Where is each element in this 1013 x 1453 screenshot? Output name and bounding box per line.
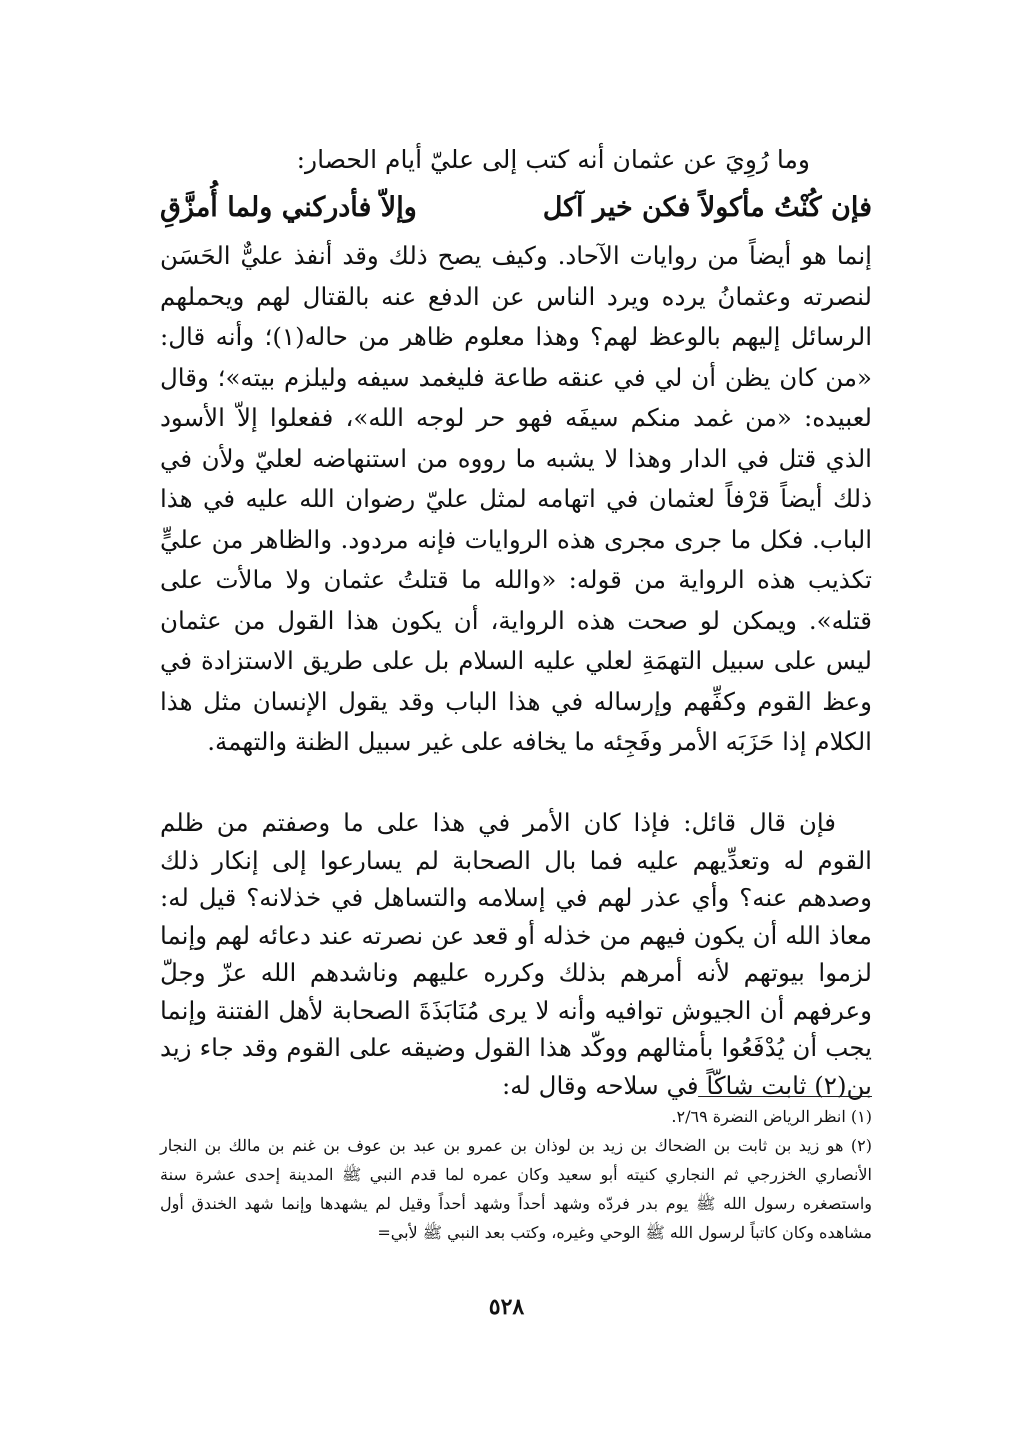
verse-second-hemistich: وإلاّ فأدركني ولما أُمزَّقِ [160,192,417,223]
footnote-1: (١) انظر الرياض النضرة ٢/٦٩. [671,1107,872,1126]
page-number: ٥٢٨ [488,1294,525,1320]
paragraph-2: فإن قال قائل: فإذا كان الأمر في هذا على ما وصفتم من ظلم القوم له وتعدِّيهم عليه فما بال الصحابة لم يسارعوا إلى إنكار ذلك وصدهم عنه؟ وأي عذر لهم في إسلامه والتساهل في خذلانه؟ قيل له: معاذ الله أن يكون فيهم من خذله أو قعد عن نصرته عند دعائه لهم وإنما لزموا بيوتهم لأنه أمرهم بذلك وكرره عليهم وناشدهم الله عزّ وجلّ وعرفهم أن الجيوش توافيه وأنه لا يرى مُنَابَذَةَ الصحابة لأهل الفتنة وإنما يجب أن يُدْفَعُوا بأمثالهم ووكّد هذا القول وضيقه على القوم وقد جاء زيد بن(٢) ثابت شاكّاً في سلاحه وقال له: [160,808,872,1100]
poetry-verse [160,186,872,230]
intro-line: وما رُوِيَ عن عثمان أنه كتب إلى عليّ أيام الحصار: [296,145,810,174]
footnotes [160,1102,872,1247]
footnote-separator [698,1096,872,1097]
verse-first-hemistich: فإن كُنْتُ مأكولاً فكن خير آكل [542,192,872,223]
paragraph-1: إنما هو أيضاً من روايات الآحاد. وكيف يصح ذلك وقد أنفذ عليٌّ الحَسَن لنصرته وعثمانُ يرده ويرد الناس عن الدفع عنه بالقتال لهم ويحملهم الرسائل إليهم بالوعظ لهم؟ وهذا معلوم ظاهر من حاله(١)؛ وأنه قال: «من كان يظن أن لي في عنقه طاعة فليغمد سيفه وليلزم بيته»؛ وقال لعبيده: «من غمد منكم سيفَه فهو حر لوجه الله»، ففعلوا إلاّ الأسود الذي قتل في الدار وهذا لا يشبه ما رووه من استنهاضه لعليّ ولأن في ذلك أيضاً قرْفاً لعثمان في اتهامه لمثل عليّ رضوان الله عليه في هذا الباب. فكل ما جرى مجرى هذه الروايات فإنه مردود. والظاهر من عليٍّ تكذيب هذه الرواية من قوله: «والله ما قتلتُ عثمان ولا مالأت على قتله». ويمكن لو صحت هذه الرواية، أن يكون هذا القول من عثمان ليس على سبيل التهمَةِ لعلي عليه السلام بل على طريق الاستزادة في وعظ القوم وكفِّهم وإرساله في هذا الباب وقد يقول الإنسان مثل هذا الكلام إذا حَزَبَه الأمر وفَجِئه ما يخافه على غير سبيل الظنة والتهمة. [160,241,873,756]
footnote-2: (٢) هو زيد بن ثابت بن الضحاك بن زيد بن لوذان بن عمرو بن عبد بن عوف بن غنم بن مالك بن النجار الأنصاري الخزرجي ثم النجاري كنيته أبو سعيد وكان عمره لما قدم النبي ﷺ المدينة إحدى عشرة سنة واستصغره رسول الله ﷺ يوم بدر فردّه وشهد أحداً وشهد أحداً وقيل لم يشهدها وإنما شهد الخندق أول مشاهده وكان كاتباً لرسول الله ﷺ الوحي وغيره، وكتب بعد النبي ﷺ لأبي= [160,1136,872,1242]
